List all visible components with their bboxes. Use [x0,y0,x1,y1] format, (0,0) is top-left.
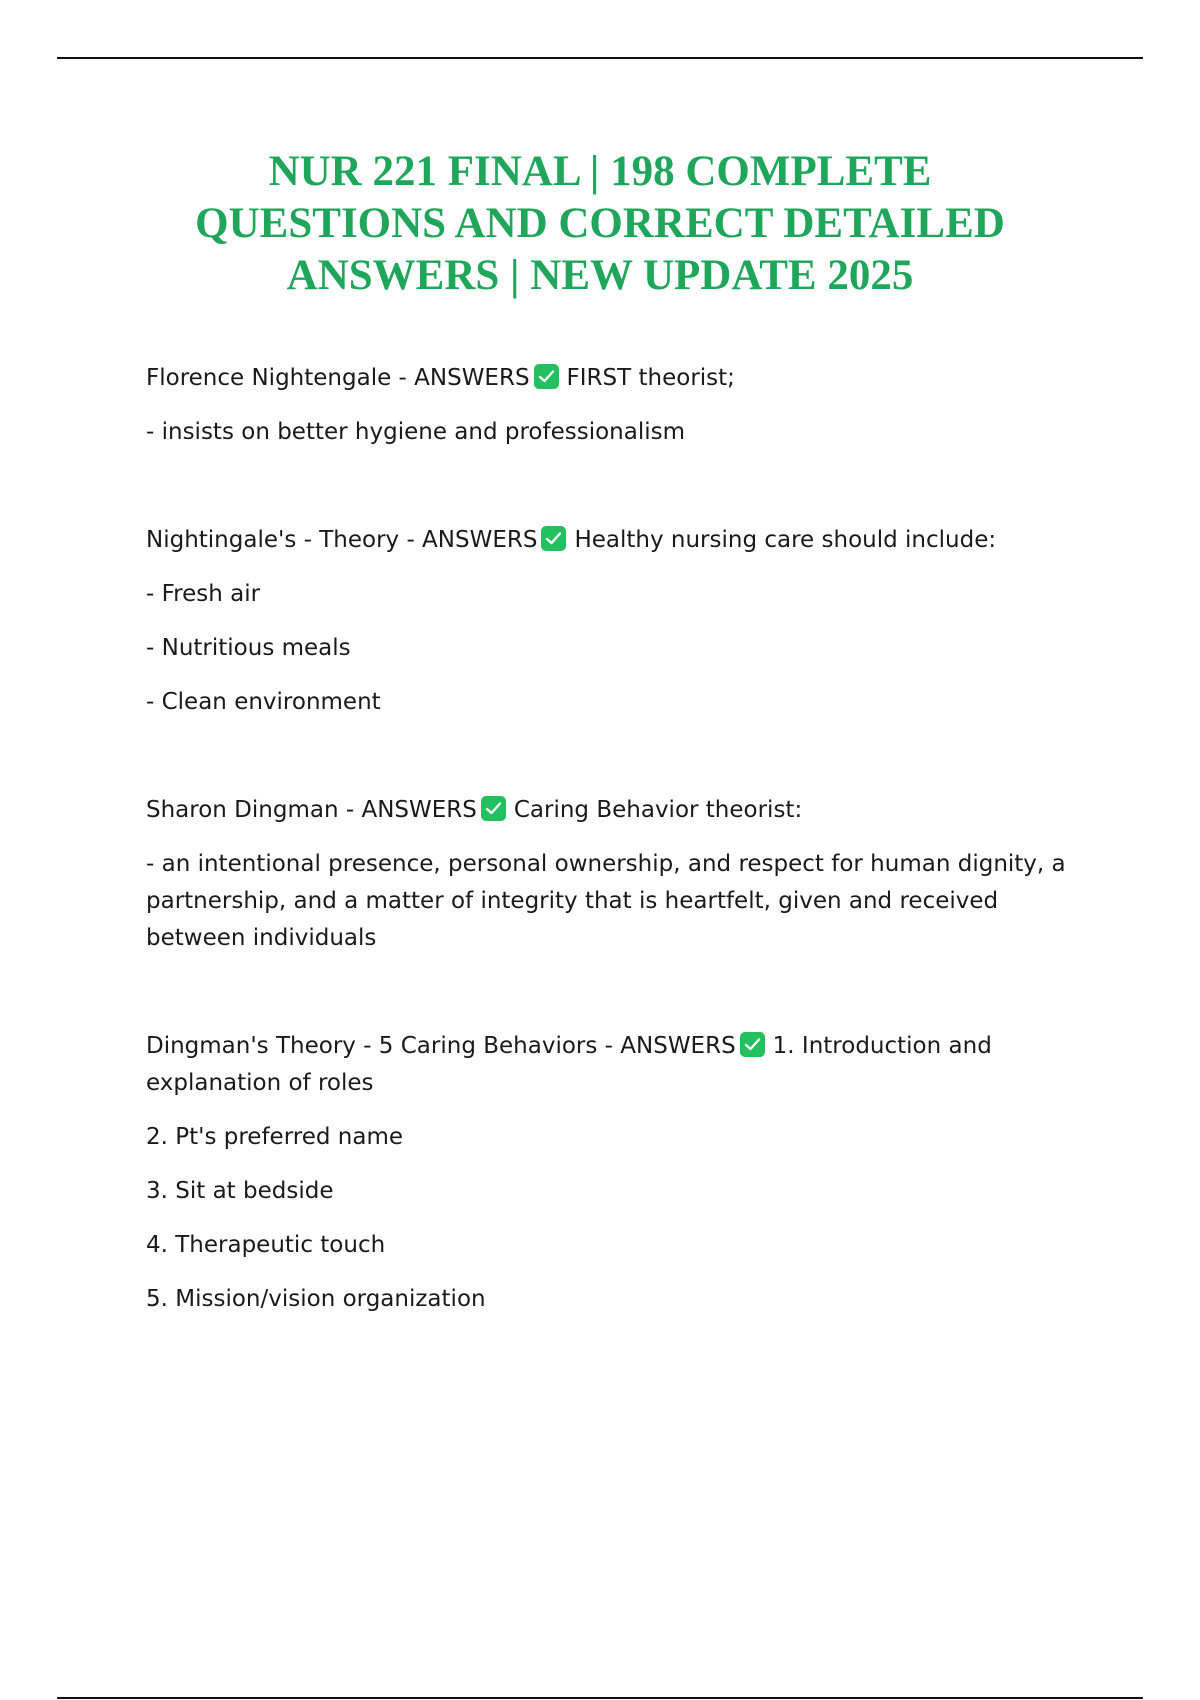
qa-list [146,360,1096,1335]
qa-item [146,360,1096,522]
answer-text: Caring Behavior theorist: [513,797,803,823]
qa-item [146,522,1096,792]
qa-item [146,1028,1096,1318]
answer-text: Healthy nursing care should include: [574,527,997,553]
answer-line: 4. Therapeutic touch [146,1232,386,1258]
answer-line: 5. Mission/vision organization [146,1286,486,1312]
title-line: ANSWERS | NEW UPDATE 2025 [286,252,914,299]
question-text: Sharon Dingman - ANSWERS [146,797,477,823]
question-text: Florence Nightengale - ANSWERS [146,365,530,391]
title-line: NUR 221 FINAL | 198 COMPLETE [268,148,932,195]
question-text: Nightingale's - Theory - ANSWERS [146,527,538,553]
qa-question-line [146,360,1096,397]
top-rule [57,57,1143,59]
answer-line: - Fresh air [146,581,261,607]
answer-line: - Clean environment [146,689,381,715]
bottom-rule [57,1697,1143,1699]
question-text: Dingman's Theory - 5 Caring Behaviors - ANSWERS [146,1033,736,1059]
document-title [100,146,1100,302]
answer-line: 2. Pt's preferred name [146,1124,403,1150]
check-box-icon [740,1032,765,1057]
answer-line: - insists on better hygiene and professionalism [146,419,685,445]
qa-question-line [146,792,1096,829]
answer-text: 1. Introduction and explanation of roles [146,1033,992,1096]
check-box-icon [534,364,559,389]
check-box-icon [541,526,566,551]
answer-line: 3. Sit at bedside [146,1178,334,1204]
qa-item [146,792,1096,1028]
answer-line: - an intentional presence, personal ownership, and respect for human dignity, a partnership, and a matter of integrity that is heartfelt, given and received between individuals [146,851,1066,951]
answer-text: FIRST theorist; [566,365,735,391]
title-line: QUESTIONS AND CORRECT DETAILED [195,200,1005,247]
answer-line: - Nutritious meals [146,635,351,661]
qa-question-line [146,522,1096,559]
qa-question-line [146,1028,1096,1102]
check-box-icon [481,796,506,821]
